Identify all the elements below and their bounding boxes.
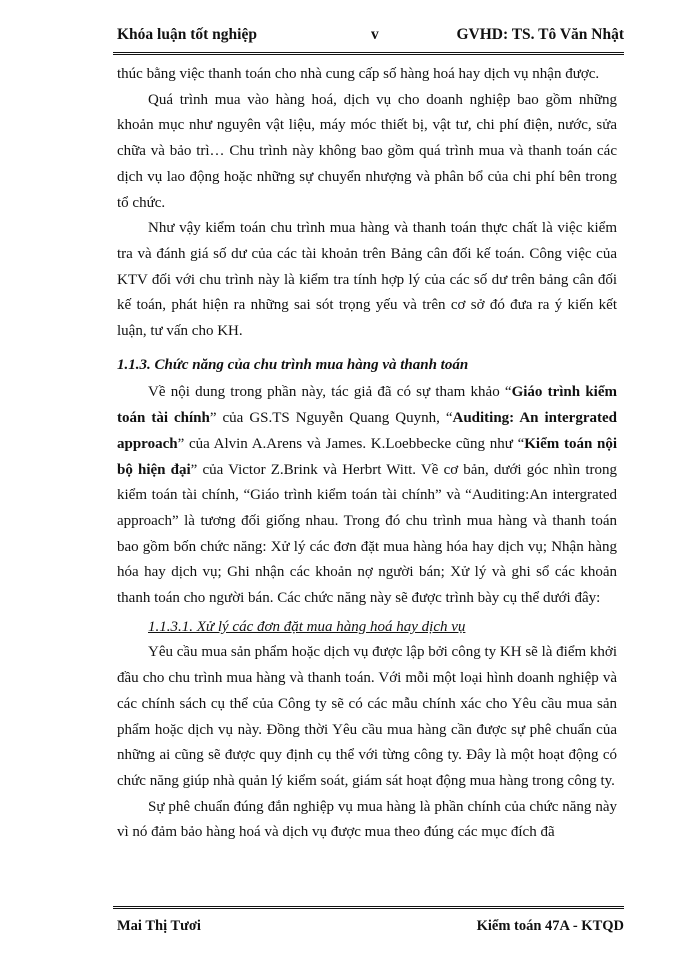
paragraph-2: Quá trình mua vào hàng hoá, dịch vụ cho doanh nghiệp bao gồm những khoản mục như nguyên vật liệu, máy móc thiết bị, vật tư, chi phí điện, nước, sửa chữa và bảo trì… Chu trình này không bao gồm quá trình mua và thanh toán các dịch vụ lao động hoặc những sự chuyển nhượng và phân bổ của chi phí bên trong tổ chức. [117, 91, 617, 211]
paragraph-4-text-a: Về nội dung trong phần này, tác giả đã có sự tham khảo “ [148, 384, 512, 401]
reference-auditing: Auditing: An intergrated approach [117, 410, 617, 452]
paragraph-4-text-c: ” của GS.TS Nguyễn Quang Quynh, “ [209, 410, 453, 427]
subsection-heading: 1.1.3.1. Xử lý các đơn đặt mua hàng hoá hay dịch vụ [148, 618, 466, 635]
footer-author: Mai Thị Tươi [117, 918, 201, 934]
document-body [117, 62, 617, 846]
footer-class: Kiểm toán 47A - KTQD [476, 918, 624, 934]
page-header [113, 22, 624, 55]
section-heading: 1.1.3. Chức năng của chu trình mua hàng và thanh toán [117, 356, 469, 373]
page-footer [113, 906, 624, 939]
paragraph-1: thúc bằng việc thanh toán cho nhà cung cấp số hàng hoá hay dịch vụ nhận được. [117, 66, 600, 82]
header-page-number: v [371, 26, 379, 43]
reference-textbook: Giáo trình kiểm toán tài chính [117, 384, 617, 427]
paragraph-4 [117, 380, 617, 611]
paragraph-6: Sự phê chuẩn đúng đắn nghiệp vụ mua hàng là phần chính của chức năng này vì nó đảm bảo hàng hoá và dịch vụ được mua theo đúng các mục đích đã [117, 798, 617, 841]
paragraph-5: Yêu cầu mua sản phẩm hoặc dịch vụ được lập bởi công ty KH sẽ là điểm khởi đầu cho chu trình mua hàng và thanh toán. Với mỗi một loại hình doanh nghiệp và các chính sách cụ thể của Công ty sẽ có các mẫu chính xác cho Yêu cầu mua sản phẩm hoặc dịch vụ này. Đồng thời Yêu cầu mua hàng cần được sự phê chuẩn của những ai cũng sẽ được quy định cụ thể với từng công ty. Đây là một hoạt động có chức năng giúp nhà quản lý kiểm soát, giám sát hoạt động mua hàng trong công ty. [117, 644, 617, 789]
reference-internal-audit: Kiểm toán nội bộ hiện đại [117, 435, 618, 478]
header-supervisor: GVHD: TS. Tô Văn Nhật [456, 26, 624, 43]
paragraph-4-text-d: ” của Alvin A.Arens và James. K.Loebbecke cũng như “ [177, 435, 525, 452]
paragraph-4-text-e: ” của Victor Z.Brink và Herbrt Witt. Về cơ bản, dưới góc nhìn trong kiểm toán tài chính, “Giáo trình kiểm toán tài chính” và “Auditing:An intergrated approach” là tương đối giống nhau. Trong đó chu trình mua hàng và thanh toán bao gồm bốn chức năng: Xử lý các đơn đặt mua hàng hóa hay dịch vụ; Nhận hàng hóa hay dịch vụ; Ghi nhận các khoản nợ người bán; Xử lý và ghi sổ các khoản thanh toán cho người bán. Các chức năng này sẽ được trình bày cụ thể dưới đây: [117, 461, 617, 607]
header-thesis-title: Khóa luận tốt nghiệp [117, 26, 257, 43]
paragraph-3: Như vậy kiểm toán chu trình mua hàng và thanh toán thực chất là việc kiểm tra và đánh giá số dư của các tài khoản trên Bảng cân đối kế toán. Công việc của KTV đối với chu trình này là kiểm tra tính hợp lý của các số dư trên bảng cân đối kế toán, phát hiện ra những sai sót trọng yếu và trên cơ sở đó đưa ra ý kiến kết luận, tư vấn cho KH. [117, 220, 617, 340]
